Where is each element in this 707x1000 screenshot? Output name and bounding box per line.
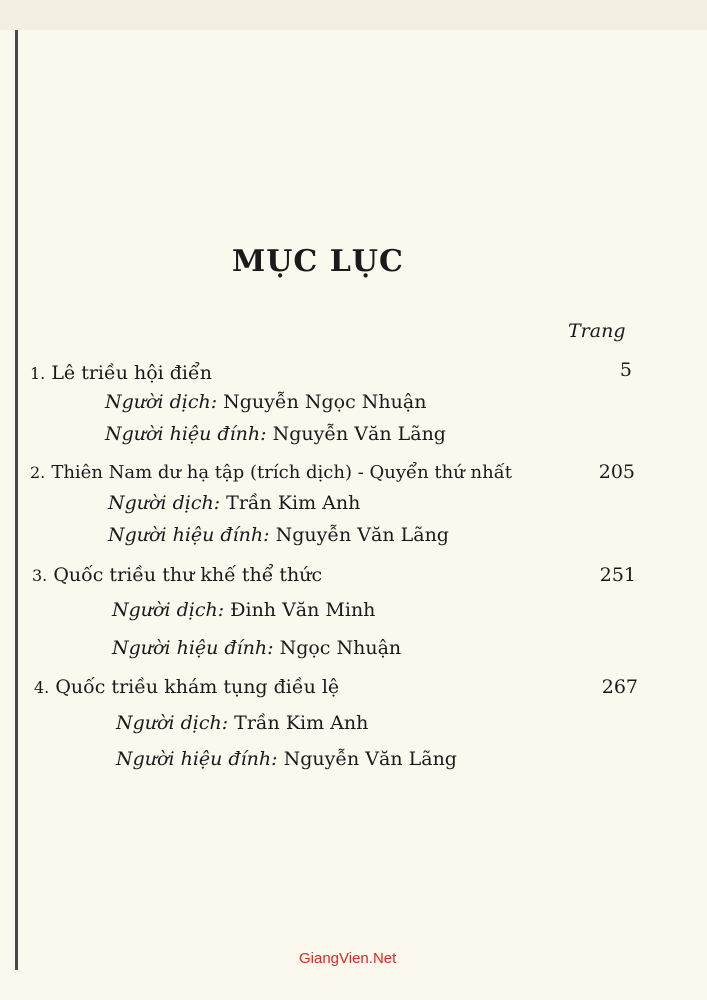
editor-name: Nguyễn Văn Lãng [272, 423, 446, 445]
scan-top-band [0, 0, 707, 30]
entry-number: 4. [34, 678, 50, 697]
role-label: Người dịch: [105, 391, 218, 413]
entry-page: 267 [601, 676, 638, 698]
entry-title: Quốc triều thư khế thể thức [53, 564, 323, 586]
page-title: MỤC LỤC [232, 244, 404, 279]
entry-editor [108, 523, 449, 547]
role-label: Người dịch: [112, 599, 225, 621]
entry-translator [112, 598, 375, 622]
entry-translator [105, 390, 426, 414]
entry-title: Thiên Nam dư hạ tập (trích dịch) - Quyển thứ nhất [51, 462, 513, 483]
translator-name: Trần Kim Anh [234, 712, 369, 734]
entry-title: Lê triều hội điển [51, 362, 212, 384]
role-label: Người hiệu đính: [108, 524, 270, 546]
role-label: Người hiệu đính: [112, 637, 274, 659]
entry-page: 251 [599, 564, 636, 586]
entry-translator [108, 491, 360, 515]
entry-page: 205 [598, 461, 635, 483]
role-label: Người dịch: [116, 712, 229, 734]
entry-number: 1. [30, 364, 46, 383]
entry-number: 3. [32, 566, 48, 585]
role-label: Người dịch: [108, 492, 221, 514]
editor-name: Ngọc Nhuận [279, 637, 402, 659]
toc-entry-1[interactable] [30, 361, 212, 386]
editor-name: Nguyễn Văn Lãng [283, 748, 457, 770]
editor-name: Nguyễn Văn Lãng [275, 524, 449, 546]
toc-entry-3[interactable] [32, 563, 322, 588]
entry-page: 5 [619, 359, 632, 381]
entry-title: Quốc triều khám tụng điều lệ [55, 676, 340, 698]
entry-editor [116, 747, 457, 771]
toc-entry-2[interactable] [30, 460, 512, 485]
entry-editor [105, 422, 446, 446]
entry-translator [116, 711, 368, 735]
entry-editor [112, 636, 401, 660]
watermark-link[interactable]: GiangVien.Net [299, 950, 397, 967]
role-label: Người hiệu đính: [105, 423, 267, 445]
translator-name: Nguyễn Ngọc Nhuận [223, 391, 427, 413]
entry-number: 2. [30, 463, 46, 482]
role-label: Người hiệu đính: [116, 748, 278, 770]
page-column-label: Trang [568, 320, 626, 342]
translator-name: Trần Kim Anh [226, 492, 361, 514]
page-edge [15, 30, 18, 970]
toc-entry-4[interactable] [34, 675, 339, 700]
translator-name: Đinh Văn Minh [230, 599, 376, 621]
